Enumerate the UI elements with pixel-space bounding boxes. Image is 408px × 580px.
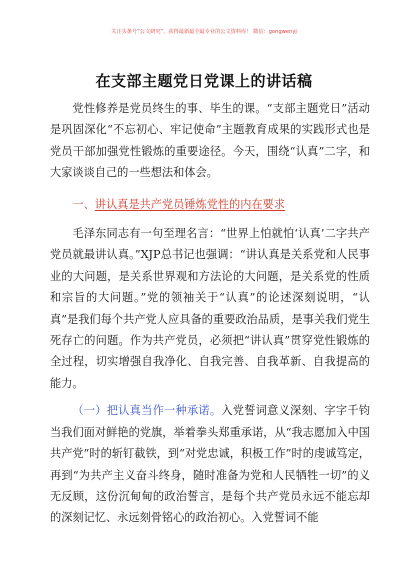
- paragraph-intro: 党性修养是党员终生的事、毕生的课。“支部主题党日”活动是巩固深化“不忘初心、牢记使命”主题教育成果的实践形式也是党员干部加强党性锻炼的重要途径。今天，围绕“认真”二字，和大家谈谈自己的一些想法和体会。: [50, 102, 370, 180]
- section-heading-1-prefix: 一、: [72, 197, 95, 211]
- document-title: 在支部主题党日党课上的讲话稿: [95, 72, 313, 90]
- subsection-label-1: （一）把认真当作一种承诺。: [72, 404, 222, 418]
- section-heading-1-text: 讲认真是共产党员锤炼党性的内在要求: [94, 197, 285, 211]
- paragraph-3: [50, 400, 370, 528]
- paragraph-2: 毛泽东同志有一句至理名言：“世界上怕就怕‘认真’二字共产党员就最讲认真。”XJP总书记也强调：“讲认真是关系党和人民事业的大问题，是关系世界观和方法论的大问题，是关系党的性质和宗旨的大问题。”党的领袖关于“认真”的论述深刻说明，“认真”是我们每个共产党人应具备的重要政治品质，是事关我们党生死存亡的问题。作为共产党员，必须把“讲认真”贯穿党性锻炼的全过程，切实增强自我净化、自我完善、自我革新、自我提高的能力。: [50, 227, 370, 390]
- paragraph-3-text: 入党誓词意义深刻、字字千钧当我们面对鲜艳的党旗，举着拳头郑重承诺，从“我志愿加入中国共产党”时的斩钉截铁，到“对党忠诚，积极工作”时的虔诚笃定，再到“为共产主义奋斗终身，随时准备为党和人民牺牲一切”的义无反顾，这份沉甸甸的政治誓言，是每个共产党员永远不能忘却的深刻记忆、永远刻骨铭心的政治初心。入党誓词不能: [50, 404, 370, 525]
- section-heading-1: [50, 194, 370, 215]
- header-note: 关注头条号“公文研究”，获得最新最全最专业的公文资料库！ 微信：gongwenyj: [111, 29, 297, 35]
- document-body: [50, 98, 370, 529]
